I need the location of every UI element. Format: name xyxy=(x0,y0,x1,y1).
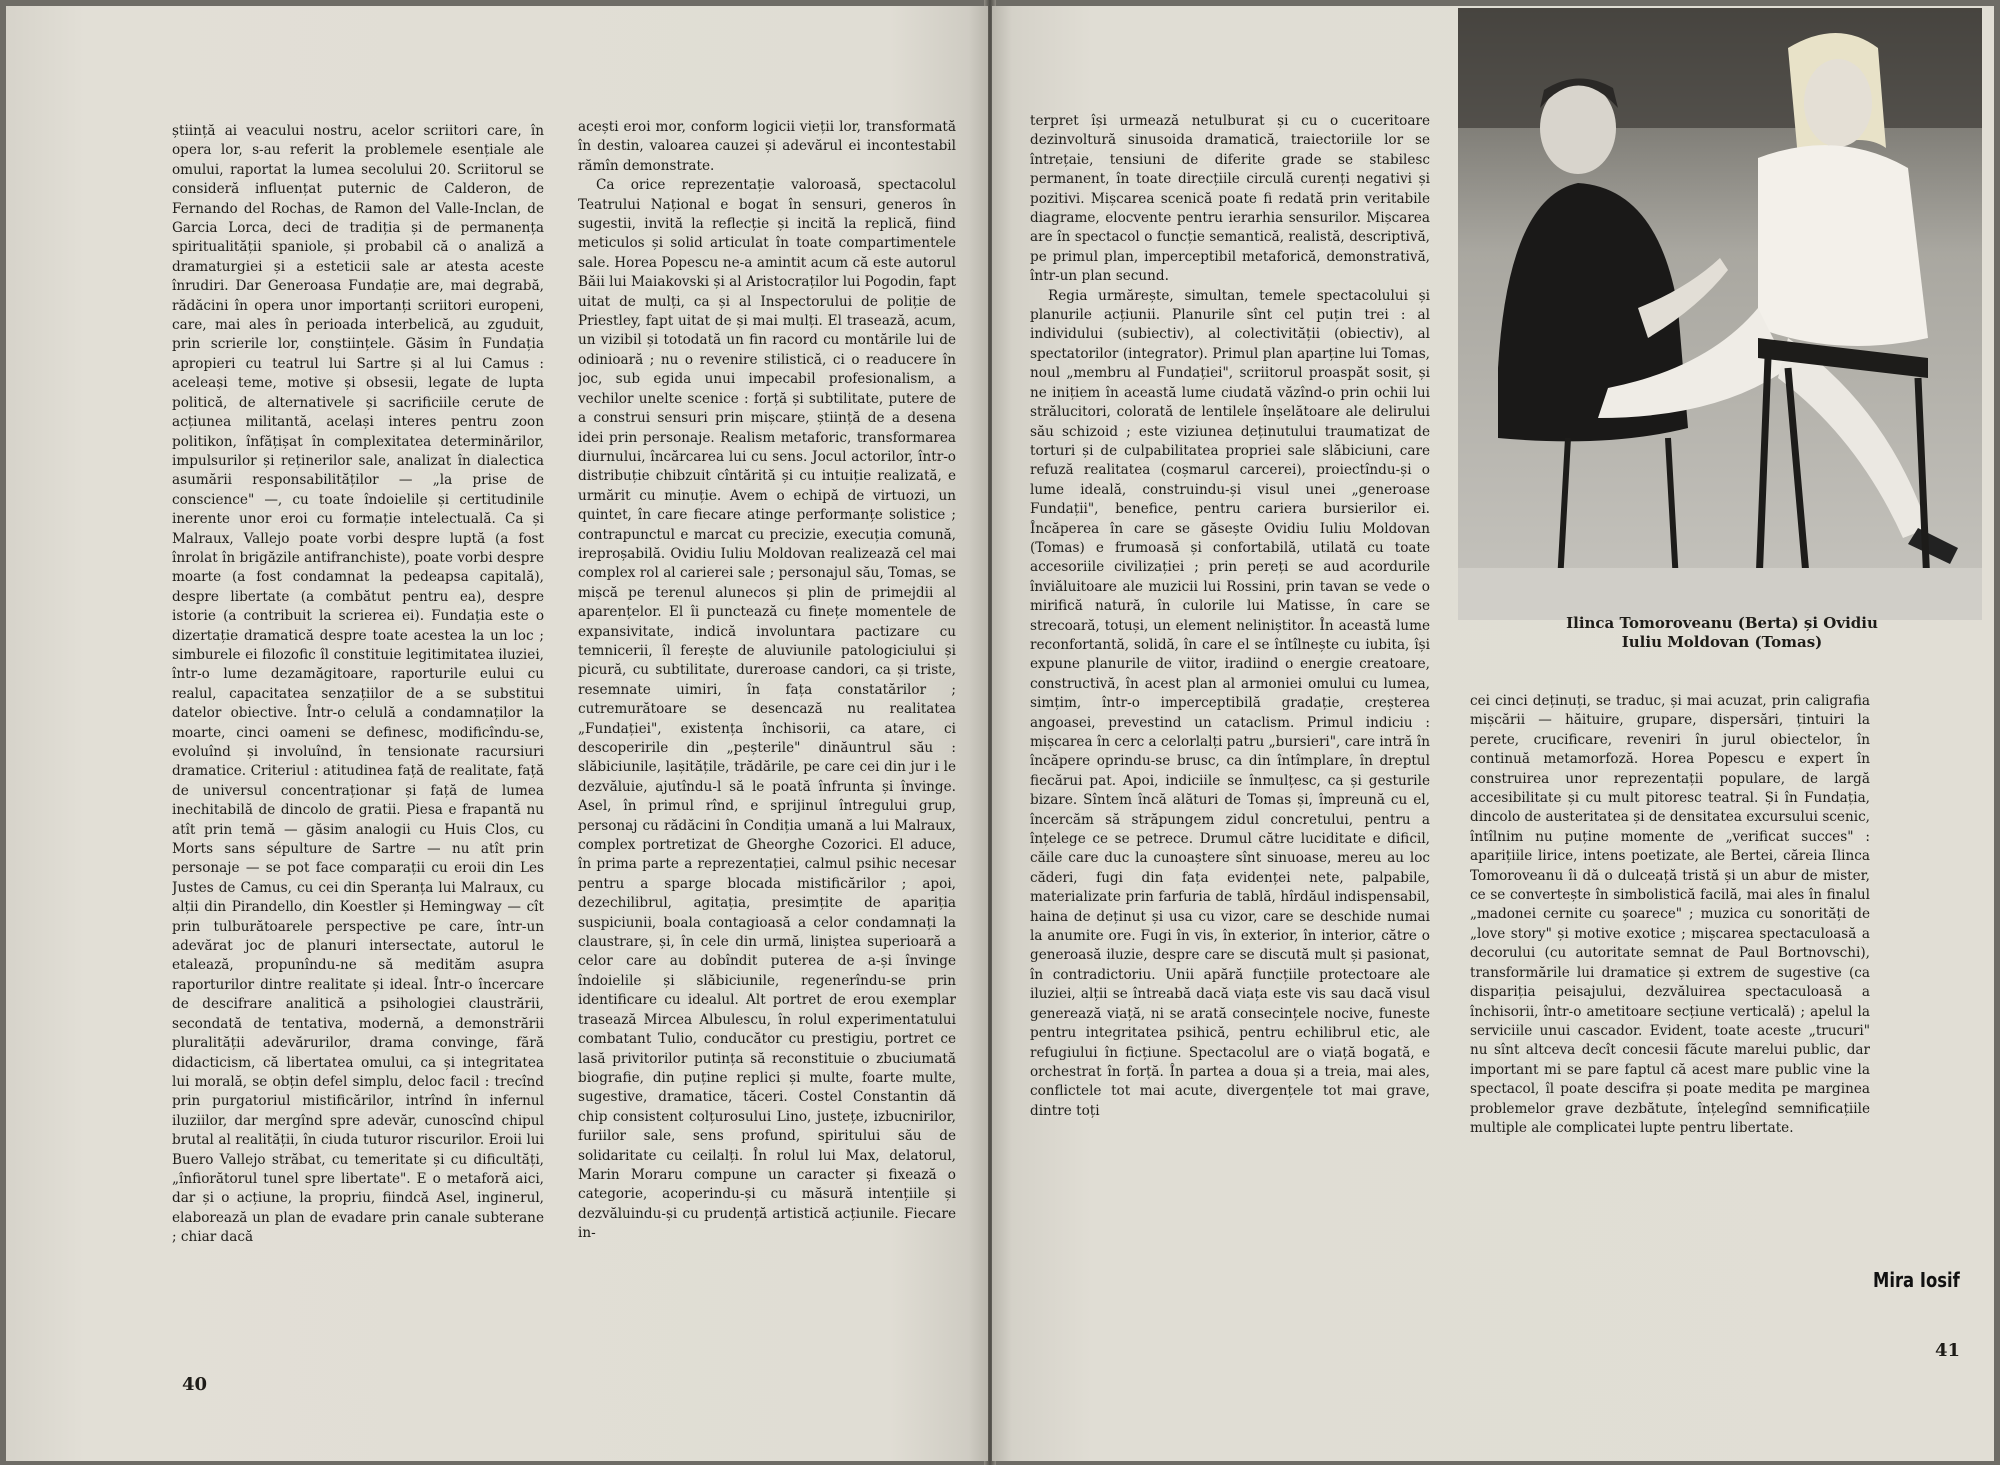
left-page-column-2 xyxy=(578,118,956,1393)
right-page xyxy=(992,6,1994,1461)
paragraph: acești eroi mor, conform logicii vieții lor, transformată în destin, valoarea cauzei și adevărul ei incontestabil rămîn demonstrate. xyxy=(578,119,956,174)
paragraph: știință ai veacului nostru, acelor scriitori care, în opera lor, s-au referit la problemele esențiale ale omului, raportat la lumea secolului 20. Scriitorul se consideră influențat puternic de Calderon, de Fernando del Rochas, de Ramon del Valle-Inclan, de Garcia Lorca, deci de tradiția și de permanența spiritualității spaniole, și probabil că o analiză a dramaturgiei și a esteticii sale ar atesta aceste înrudiri. Dar Generoasa Fundație are, mai degrabă, rădăcini în opera unor importanți scriitori europeni, care, mai ales în perioada interbelică, au zguduit, prin scrierile lor, conștiințele. Găsim în Fundația apropieri cu teatrul lui Sartre și al lui Camus : aceleași teme, motive și obsesii, legate de lupta politică, de alternativele și sacrificiile cerute de acțiunea militantă, același interes pentru zoon politikon, înfățișat în complexitatea determinărilor, impulsurilor și reținerilor sale, analizat în dialectica asumării responsabilităților — „la prise de conscience" —, cu toate îndoielile și certitudinile inerente unor eroi cu formație intelectuală. Ca și Malraux, Vallejo poate vorbi despre luptă (a fost înrolat în brigăzile antifranchiste), poate vorbi despre moarte (a fost condamnat la pedeapsa capitală), despre libertate (a combătut pentru ea), despre istorie (a contribuit la scrierea ei). Fundația este o dizertație dramatică despre toate acestea la un loc ; simburele ei filozofic îl constituie legitimitatea iluziei, într-o lume dezamăgitoare, raporturile eului cu realul, capacitatea senzațiilor de a se substitui datelor obiective. Într-o celulă a condamnaților la moarte, cinci oameni se definesc, modificîndu-se, evoluînd și involuînd, în tensionate racursiuri dramatice. Criteriul : atitudinea față de realitate, față de universul concentraționar și față de lumea inechitabilă de dincolo de gratii. Piesa e frapantă nu atît prin temă — găsim analogii cu Huis Clos, cu Morts sans sépulture de Sartre — nu atît prin personaje — se pot face comparații cu eroii din Les Justes de Camus, cu cei din Speranța lui Malraux, cu alții din Pirandello, din Koestler și Hemingway — cît prin tulburătoarele perspective pe care, într-un adevărat joc de planuri intersectate, autorul le etalează, propunîndu-ne să medităm asupra raporturilor dintre realitate și ideal. Într-o încercare de descifrare analitică a psihologiei claustrării, secondată de tentativa, modernă, a demonstrării pluralității adevărurilor, drama convinge, fără didacticism, că libertatea omului, ca și integritatea lui morală, se obțin defel simplu, deloc facil : trecînd prin purgatoriul mistificărilor, intrînd în infernul iluziilor, dar mergînd spre adevăr, cunoscînd chipul brutal al realității, în ciuda tuturor riscurilor. Eroii lui Buero Vallejo străbat, cu temeritate și cu dificultăți, „înfiorătorul tunel spre libertate". E o metaforă aici, dar și o acțiune, la propriu, fiindcă Asel, inginerul, elaborează un plan de evadare prin canale subterane ; chiar dacă xyxy=(172,123,544,1246)
paragraph: cei cinci deținuți, se traduc, și mai acuzat, prin caligrafia mișcării — hăituire, grupare, dispersări, țintuiri la perete, crucificare, reveniri în jurul obiectelor, în continuă metamorfoză. Horea Popescu e expert în construirea unor reprezentații populare, de largă accesibilitate și cu mult pitoresc teatral. Și în Fundația, dincolo de austeritatea și de densitatea excursului scenic, întîlnim nu puține momente de „verificat succes" : aparițiile lirice, intens poetizate, ale Bertei, căreia Ilinca Tomoroveanu îi dă o dulceață tristă și un abur de mister, ce se convertește în simbolistică facilă, mai ales în finalul „madonei cernite cu șoarece" ; muzica cu sonorități de „love story" și motive exotice ; mișcarea spectaculoasă a decorului (cu autoritate semnat de Paul Bortnovschi), transformările lui dramatice și extrem de sugestive (ca dispariția peisajului, dezvăluirea spectaculoasă a închisorii, într-o ametitoare secțiune verticală) ; apelul la serviciile unui cascador. Evident, toate aceste „trucuri" nu sînt altceva decît concesii făcute marelui public, dar important mi se pare faptul că acest mare public vine la spectacol, îl poate descifra și poate medita pe marginea problemelor grave dezbătute, înțelegînd semnificațiile multiple ale complicatei lupte pentru libertate. xyxy=(1470,693,1870,1136)
paragraph: terpret își urmează netulburat și cu o cuceritoare dezinvoltură sinusoida dramatică, traiectoriile lor se întrețaie, tensiuni de diferite grade se stabilesc permanent, în toate direcțiile circulă curenți negativi și pozitivi. Mișcarea scenică poate fi redată prin veritabile diagrame, elocvente pentru ierarhia sensurilor. Mișcarea are în spectacol o funcție semantică, realistă, descriptivă, pe primul plan, imperceptibil metaforică, demonstrativă, într-un plan secund. xyxy=(1030,113,1430,285)
photo-caption xyxy=(1462,614,1982,652)
page-number: 41 xyxy=(1934,1340,1960,1361)
page-number: 40 xyxy=(182,1374,208,1395)
photo-caption-line-1: Ilinca Tomoroveanu (Berta) și Ovidiu xyxy=(1566,614,1878,632)
photo-illustration xyxy=(1458,8,1982,620)
photo-caption-line-2: Iuliu Moldovan (Tomas) xyxy=(1621,633,1823,651)
right-page-column-2 xyxy=(1470,692,1870,1252)
paragraph: Ca orice reprezentație valoroasă, spectacolul Teatrului Național e bogat în sensuri, generos în sugestii, invită la reflecție și incită la replică, fiind meticulos și solid articulat în toate compartimentele sale. Horea Popescu ne-a amintit acum că este autorul Băii lui Maiakovski și al Aristocraților lui Pogodin, fapt uitat de mulți, ca și al Inspectorului de poliție de Priestley, fapt uitat de și mai mulți. El trasează, acum, un vizibil și totodată un fin racord cu montările lui de odinioară ; nu o revenire stilistică, ci o readucere în joc, sub egida unui impecabil profesionalism, a vechilor unelte scenice : forță și subtilitate, putere de a construi sensuri prin mișcare, știință de a desena idei prin personaje. Realism metaforic, transformarea diurnului, încărcarea lui cu sens. Jocul actorilor, într-o distribuție chibzuit cîntărită și cu intuiție realizată, e urmărit cu minuție. Avem o echipă de virtuozi, un quintet, în care fiecare atinge performanțe solistice ; contrapunctul e marcat cu precizie, execuția comună, ireproșabilă. Ovidiu Iuliu Moldovan realizează cel mai complex rol al carierei sale ; personajul său, Tomas, se mișcă pe terenul alunecos și plin de primejdii al aparențelor. El îi punctează cu finețe momentele de expansivitate, indică involuntara pactizare cu temnicerii, îl ferește de aluviunile patologiciului și picură, cu subtilitate, dureroase candori, ca și triste, resemnate uimiri, în fața constatărilor ; cutremurătoare se desencază nu realitatea „Fundației", existența închisorii, ca atare, ci descoperirile din „peșterile" dinăuntrul său : slăbiciunile, lașitățile, trădările, pe care cei din jur i le dezvăluie, ajutîndu-l să le poată înfrunta și învinge. Asel, în primul rînd, e sprijinul întregului grup, personaj cu rădăcini în Condiția umană a lui Malraux, complex portretizat de Gheorghe Cozorici. El aduce, în prima parte a reprezentației, calmul psihic necesar pentru a sparge blocada mistificărilor ; apoi, dezechilibrul, agitația, presimțite de apariția suspiciunii, boala contagioasă a celor condamnați la claustrare, și, în cele din urmă, liniștea superioară a celor care au dobîndit puterea de a-și învinge îndoielile și slăbiciunile, regenerîndu-se prin identificare cu idealul. Alt portret de erou exemplar trasează Mircea Albulescu, în rolul experimentatului combatant Tulio, conducător cu prestigiu, portret ce lasă privitorilor putința să reconstituie o zbuciumată biografie, din puține replici și multe, foarte multe, sugestive, dramatice, tăceri. Costel Constantin dă chip consistent colțurosului Lino, justețe, izbucnirilor, furiilor sale, sens profund, spiritului său de solidaritate cu ceilalți. În rolul lui Max, delatorul, Marin Moraru compune un caracter și fixează o categorie, acoperindu-și cu măsură intențiile și dezvăluindu-și cu prudență artistică acțiunile. Fiecare in- xyxy=(578,177,956,1242)
right-page-column-1 xyxy=(1030,112,1430,1382)
left-page-column-1 xyxy=(172,122,544,1397)
left-page xyxy=(6,6,988,1461)
paragraph: Regia urmărește, simultan, temele spectacolului și planurile acțiunii. Planurile sînt cel puțin trei : al individului (subiectiv), al colectivității (obiectiv), al spectatorilor (integrator). Primul plan aparține lui Tomas, noul „membru al Fundației", scriitorul proaspăt sosit, și ne inițiem în această lume ciudată văzînd-o prin ochii lui strălucitori, colorată de lentilele înșelătoare ale delirului său schizoid ; este viziunea deținutului traumatizat de torturi și de culpabilitatea propriei sale slăbiciuni, care refuză realitatea (coșmarul carcerei), proiectîndu-și o lume ideală, construindu-și visul unei „generoase Fundații", benefice, pentru cariera bursierilor ei. Încăperea în care se găsește Ovidiu Iuliu Moldovan (Tomas) e frumoasă și confortabilă, utilată cu toate accesoriile civilizației ; prin pereți se aud acordurile înviăluitoare ale muzicii lui Rossini, prin tavan se vede o mirifică natură, în culorile lui Matisse, în care se strecoară, totuși, un element neliniștitor. În această lume reconfortantă, solidă, în care el se întîlnește cu iubita, își expune planurile de viitor, iradiind o energie creatoare, constructivă, în acest plan al armoniei omului cu lumea, simțim, într-o imperceptibilă gradație, creșterea angoasei, prevestind un cataclism. Primul indiciu : mișcarea în cerc a celorlalți patru „bursieri", care intră în încăpere oprindu-se brusc, ca din întîmplare, în dreptul fiecărui pat. Apoi, indiciile se înmulțesc, ca și gesturile bizare. Sîntem încă alături de Tomas și, împreună cu el, încercăm să străpungem zidul concretului, pentru a înțelege ce se petrece. Drumul către luciditate e dificil, căile care duc la cunoaștere sînt sinuoase, mereu au loc căderi, fugi din fața evidenței nete, palpabile, materializate prin farfuria de tablă, hîrdăul indispensabil, haina de deținut și usa cu vizor, care se deschide numai la anumite ore. Fugi în vis, în exterior, în interior, către o generoasă iluzie, despre care se discută mult și pasionat, în contradictoriu. Unii apără funcțiile protectoare ale iluziei, alții se întreabă dacă viața este vis sau dacă visul generează viață, ni se arată consecințele nocive, funeste pentru integritatea psihică, pentru echilibrul etic, ale refugiului în ficțiune. Spectacolul are o viață bogată, e orchestrat în forță. În partea a doua și a treia, mai ales, conflictele tot mai acute, divergențele tot mai grave, dintre toți xyxy=(1030,287,1430,1119)
author-signature: Mira Iosif xyxy=(1873,1268,1960,1292)
production-photo xyxy=(1458,8,1982,620)
